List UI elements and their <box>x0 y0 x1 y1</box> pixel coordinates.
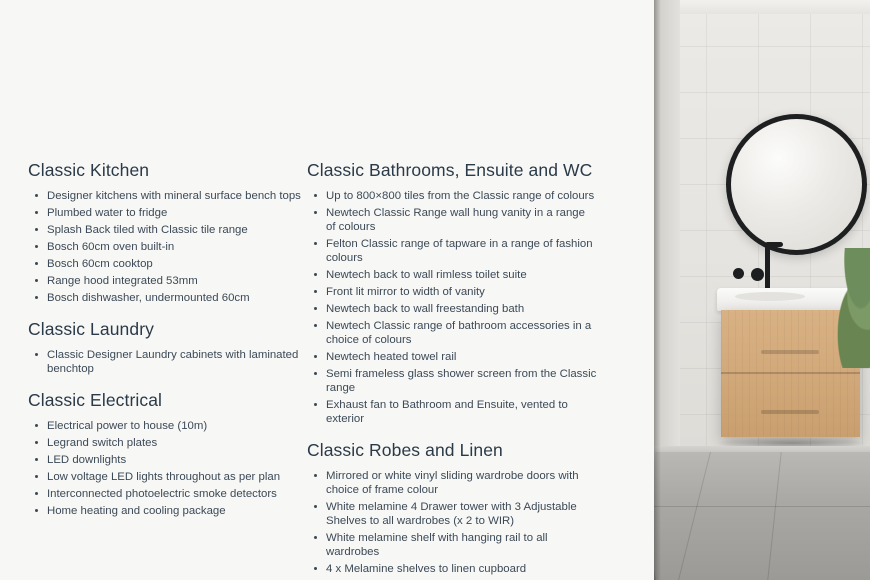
drawer-handle-bottom <box>761 410 819 414</box>
section-title-classic-kitchen: Classic Kitchen <box>28 160 150 180</box>
list-item: 4 x Melamine shelves to linen cupboard <box>307 562 597 576</box>
list-item: LED downlights <box>28 453 306 467</box>
list-classic-robes-and-linen <box>307 469 597 576</box>
section-title-classic-electrical: Classic Electrical <box>28 390 163 410</box>
tap-handle-left <box>733 268 744 279</box>
list-classic-bathrooms <box>307 189 597 426</box>
floor-grout-line <box>767 452 781 580</box>
section-title-classic-laundry: Classic Laundry <box>28 319 154 339</box>
section-classic-robes-and-linen <box>307 440 597 576</box>
photo-gutter-shadow <box>654 0 661 580</box>
list-item: Interconnected photoelectric smoke detectors <box>28 487 306 501</box>
list-item: Electrical power to house (10m) <box>28 419 306 433</box>
list-classic-laundry <box>28 348 306 376</box>
list-item: White melamine shelf with hanging rail to all wardrobes <box>307 531 597 559</box>
list-item: Semi frameless glass shower screen from the Classic range <box>307 367 597 395</box>
list-item: Home heating and cooling package <box>28 504 306 518</box>
tap-handle-right <box>751 268 764 281</box>
plant <box>824 248 870 368</box>
column-right <box>307 160 597 579</box>
list-item: Newtech Classic range of bathroom accessories in a choice of colours <box>307 319 597 347</box>
list-item: Splash Back tiled with Classic tile range <box>28 223 306 237</box>
list-classic-electrical <box>28 419 306 518</box>
list-item: Front lit mirror to width of vanity <box>307 285 597 299</box>
section-title-classic-bathrooms: Classic Bathrooms, Ensuite and WC <box>307 160 593 180</box>
list-item: Plumbed water to fridge <box>28 206 306 220</box>
section-classic-bathrooms <box>307 160 597 426</box>
round-mirror <box>726 114 867 255</box>
list-classic-kitchen <box>28 189 306 305</box>
list-item: White melamine 4 Drawer tower with 3 Adjustable Shelves to all wardrobes (x 2 to WIR) <box>307 500 597 528</box>
list-item: Range hood integrated 53mm <box>28 274 306 288</box>
section-classic-electrical <box>28 390 306 518</box>
list-item: Up to 800×800 tiles from the Classic range of colours <box>307 189 597 203</box>
section-classic-kitchen <box>28 160 306 305</box>
list-item: Legrand switch plates <box>28 436 306 450</box>
bathroom-vanity-photo <box>645 0 870 580</box>
list-item: Felton Classic range of tapware in a range of fashion colours <box>307 237 597 265</box>
section-classic-laundry <box>28 319 306 376</box>
column-left <box>28 160 306 521</box>
list-item: Mirrored or white vinyl sliding wardrobe doors with choice of frame colour <box>307 469 597 497</box>
drawer-handle-top <box>761 350 819 354</box>
list-item: Low voltage LED lights throughout as per plan <box>28 470 306 484</box>
list-item: Newtech heated towel rail <box>307 350 597 364</box>
ceiling-strip <box>654 0 870 14</box>
tiled-floor <box>654 452 870 580</box>
section-title-classic-robes-and-linen: Classic Robes and Linen <box>307 440 503 460</box>
list-item: Bosch dishwasher, undermounted 60cm <box>28 291 306 305</box>
tap-spout-arm <box>765 242 783 247</box>
list-item: Exhaust fan to Bathroom and Ensuite, vented to exterior <box>307 398 597 426</box>
floor-grout-line <box>654 506 870 507</box>
list-item: Newtech Classic Range wall hung vanity in a range of colours <box>307 206 597 234</box>
list-item: Classic Designer Laundry cabinets with laminated benchtop <box>28 348 306 376</box>
photo-gutter <box>645 0 654 580</box>
basin-bowl <box>735 292 805 301</box>
floor-grout-line <box>678 452 711 580</box>
list-item: Newtech back to wall freestanding bath <box>307 302 597 316</box>
drawer-split-line <box>721 372 860 374</box>
list-item: Newtech back to wall rimless toilet suite <box>307 268 597 282</box>
list-item: Bosch 60cm oven built-in <box>28 240 306 254</box>
list-item: Bosch 60cm cooktop <box>28 257 306 271</box>
tap-spout <box>765 246 770 290</box>
list-item: Designer kitchens with mineral surface bench tops <box>28 189 306 203</box>
